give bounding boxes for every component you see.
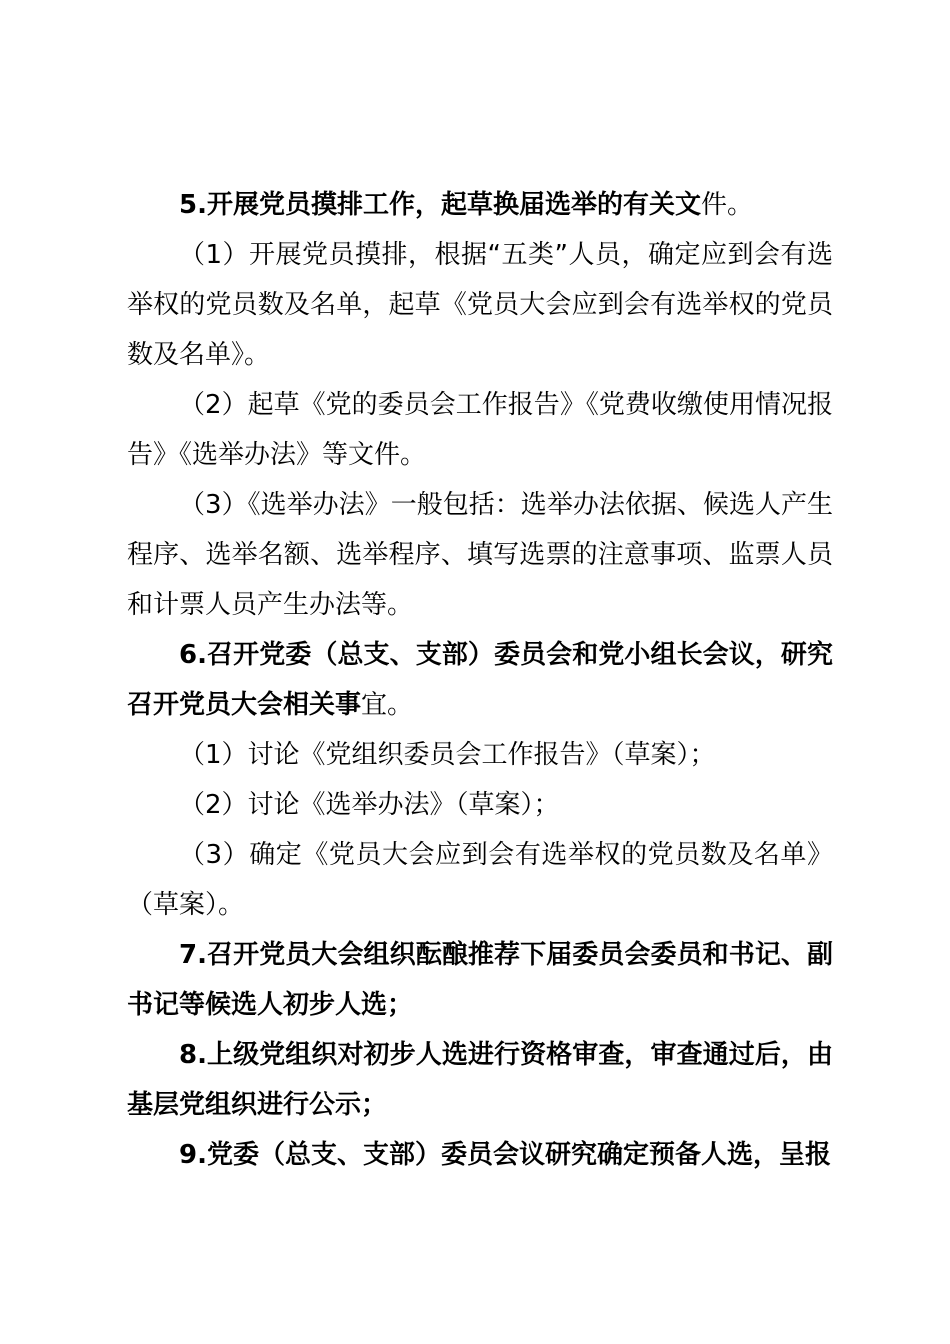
heading-tail: 件。 [700,190,753,220]
document-body [127,180,833,1180]
heading-text: 8.上级党组织对初步人选进行资格审查，审查通过后，由基层党组织进行公示； [127,1040,833,1120]
heading-text: 7.召开党员大会组织酝酿推荐下届委员会委员和书记、副书记等候选人初步人选； [127,940,833,1020]
section-heading-5 [127,180,833,230]
item-5-3: （3）《选举办法》一般包括：选举办法依据、候选人产生程序、选举名额、选举程序、填写选票的注意事项、监票人员和计票人员产生办法等。 [127,490,833,620]
item-5-1: （1）开展党员摸排，根据“五类”人员，确定应到会有选举权的党员数及名单，起草《党员大会应到会有选举权的党员数及名单》。 [127,240,833,370]
section-heading-7 [127,930,833,1030]
heading-text: 5.开展党员摸排工作，起草换届选举的有关文 [179,190,701,220]
section-heading-8 [127,1030,833,1130]
heading-tail: 宜。 [361,690,414,720]
item-5-2: （2）起草《党的委员会工作报告》《党费收缴使用情况报告》《选举办法》等文件。 [127,390,833,470]
item-6-3: （3）确定《党员大会应到会有选举权的党员数及名单》（草案）。 [127,840,833,920]
heading-text: 9.党委（总支、支部）委员会议研究确定预备人选，呈报 [179,1140,831,1170]
section-heading-9 [127,1130,833,1180]
item-6-1: （1）讨论《党组织委员会工作报告》（草案）； [179,740,716,770]
section-heading-6 [127,630,833,730]
heading-text: 6.召开党委（总支、支部）委员会和党小组长会议，研究召开党员大会相关事 [127,640,833,720]
item-6-2: （2）讨论《选举办法》（草案）； [179,790,560,820]
